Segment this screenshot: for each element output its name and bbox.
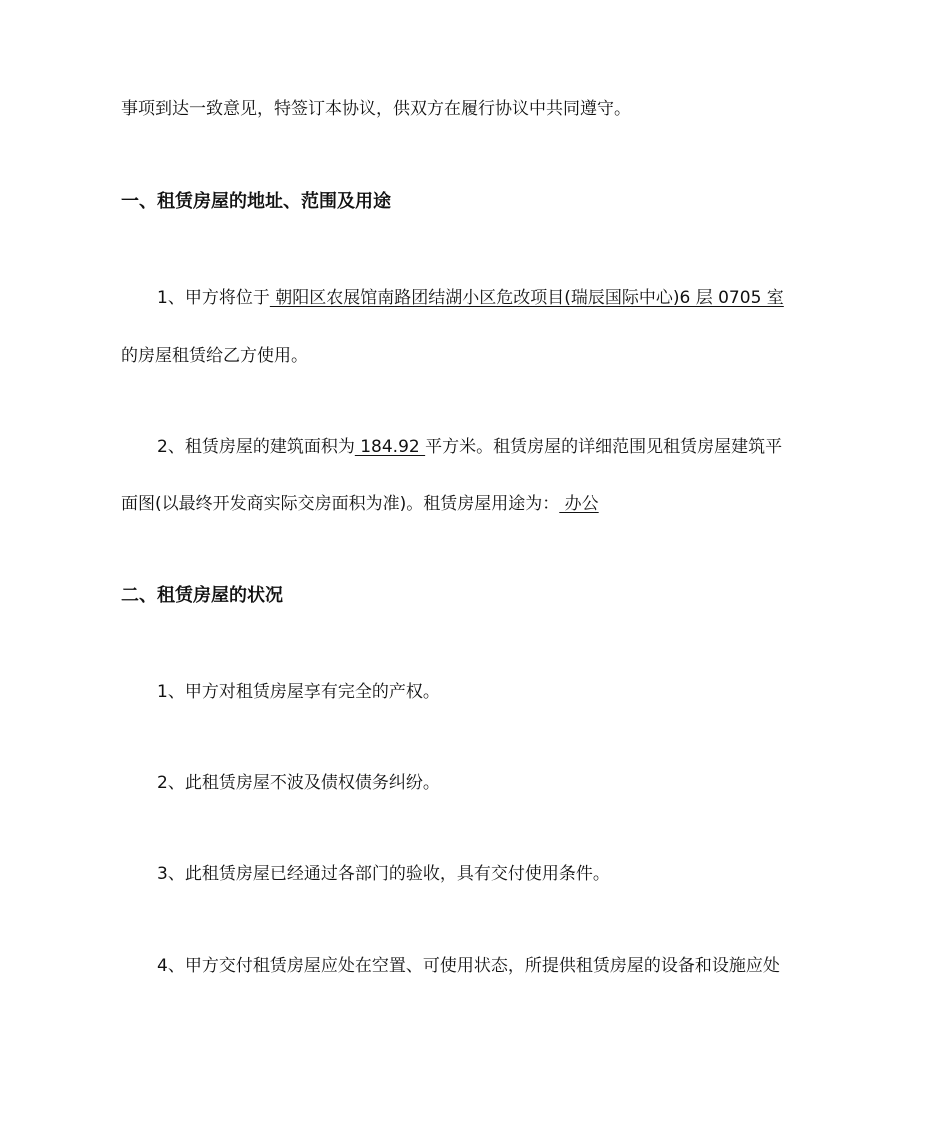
property-address: 朝阳区农展馆南路团结湖小区危改项目(瑞辰国际中心)6 层 0705 室 — [269, 288, 784, 308]
clause-1-line — [157, 286, 829, 310]
clause-2-suffix: 平方米。租赁房屋的详细范围见租赁房屋建筑平 — [425, 437, 783, 457]
clause-2-line — [157, 435, 829, 459]
building-area: 184.92 — [354, 437, 426, 457]
usage-purpose: 办公 — [559, 494, 599, 514]
intro-text: 事项到达一致意见，特签订本协议，供双方在履行协议中共同遵守。 — [121, 99, 631, 119]
section-1-heading: 一、租赁房屋的地址、范围及用途 — [121, 191, 391, 212]
clause-2-continuation — [121, 492, 829, 516]
section-2-heading: 二、租赁房屋的状况 — [121, 585, 283, 606]
condition-item: 4、甲方交付租赁房屋应处在空置、可使用状态，所提供租赁房屋的设备和设施应处 — [157, 956, 780, 976]
condition-item: 1、甲方对租赁房屋享有完全的产权。 — [157, 682, 440, 702]
condition-item: 3、此租赁房屋已经通过各部门的验收，具有交付使用条件。 — [157, 864, 610, 884]
clause-1-continuation: 的房屋租赁给乙方使用。 — [121, 346, 308, 366]
clause-2-prefix: 2、租赁房屋的建筑面积为 — [157, 437, 355, 457]
clause-1-prefix: 1、甲方将位于 — [157, 288, 270, 308]
condition-item: 2、此租赁房屋不波及债权债务纠纷。 — [157, 773, 440, 793]
clause-2-continuation-prefix: 面图(以最终开发商实际交房面积为准)。租赁房屋用途为： — [121, 494, 560, 514]
